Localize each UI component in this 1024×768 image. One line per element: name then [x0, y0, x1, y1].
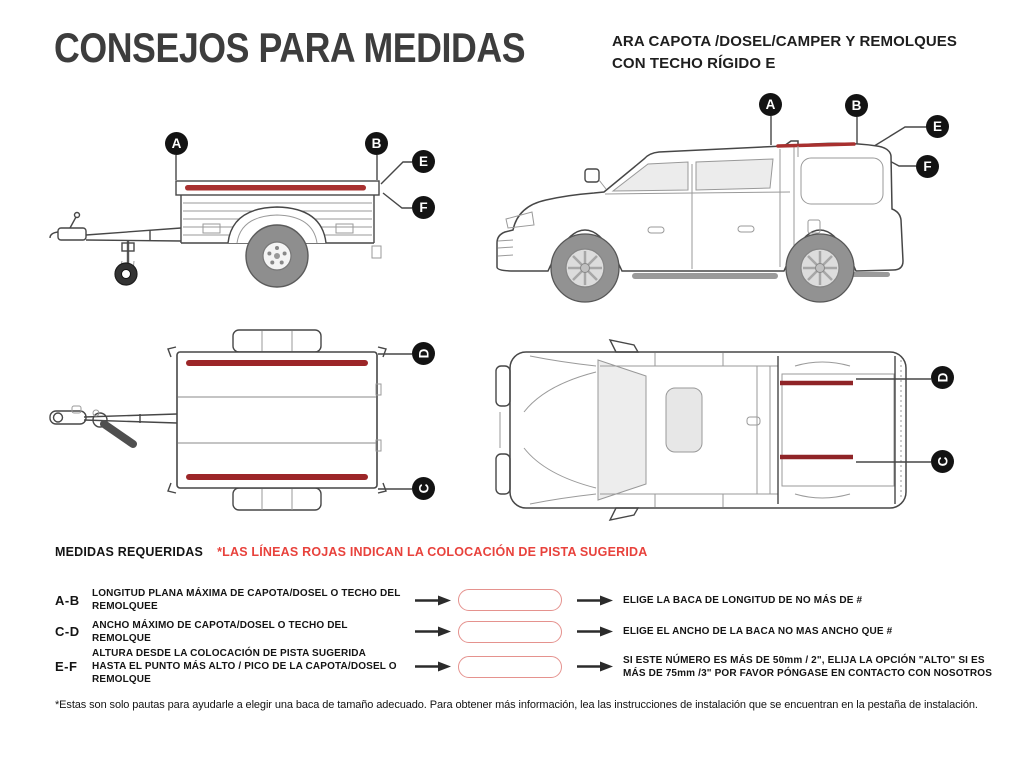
- row-description: ALTURA DESDE LA COLOCACIÓN DE PISTA SUGERIDA HASTA EL PUNTO MÁS ALTO / PICO DE LA CAPOTA/DOSEL O REMOLQUE: [92, 648, 397, 685]
- measurement-value-box: [458, 589, 562, 611]
- red-lines-note: *LAS LÍNEAS ROJAS INDICAN LA COLOCACIÓN DE PISTA SUGERIDA: [217, 545, 648, 559]
- truck-side-view-drawing: [497, 116, 926, 302]
- row-description: LONGITUD PLANA MÁXIMA DE CAPOTA/DOSEL O TECHO DEL REMOLQUEE: [92, 588, 401, 612]
- row-result: SI ESTE NÚMERO ES MÁS DE 50mm / 2", ELIJA LA OPCIÓN "ALTO" SI ES MÁS DE 75mm /3" POR FAVOR PÓNGASE EN CONTACTO CON NOSOTROS: [623, 654, 993, 679]
- arrow-right-icon: [414, 626, 452, 637]
- row-result: ELIGE LA BACA DE LONGITUD DE NO MÁS DE #: [623, 594, 863, 606]
- marker-letter: B: [371, 136, 382, 151]
- row-label: A-B: [55, 592, 80, 608]
- marker-letter: C: [935, 456, 950, 467]
- row-label: E-F: [55, 659, 78, 674]
- marker-d-trailer-top: [412, 342, 435, 365]
- measurement-row-ef: [55, 647, 1005, 686]
- marker-b-trailer-side: [365, 132, 388, 155]
- marker-letter: D: [416, 348, 431, 359]
- row-result: ELIGE EL ANCHO DE LA BACA NO MAS ANCHO QUE #: [623, 626, 893, 637]
- row-description: ANCHO MÁXIMO DE CAPOTA/DOSEL O TECHO DEL REMOLQUE: [92, 619, 348, 644]
- marker-letter: B: [851, 98, 862, 113]
- subtitle-line-1: ARA CAPOTA /DOSEL/CAMPER Y REMOLQUES: [612, 33, 958, 50]
- marker-a-trailer-side: [165, 132, 188, 155]
- measurement-row-cd: [55, 616, 1005, 647]
- page-title-text: CONSEJOS PARA MEDIDAS: [54, 24, 526, 71]
- marker-e-truck-side: [926, 115, 949, 138]
- arrow-right-icon: [414, 661, 452, 672]
- measurement-row-ab: [55, 584, 1005, 616]
- marker-letter: F: [419, 200, 428, 215]
- marker-f-trailer-side: [412, 196, 435, 219]
- measurements-heading: MEDIDAS REQUERIDAS: [55, 545, 204, 559]
- arrow-right-icon: [576, 626, 614, 637]
- marker-c-trailer-top: [412, 477, 435, 500]
- marker-f-truck-side: [916, 155, 939, 178]
- measurement-value-box: [458, 656, 562, 678]
- trailer-side-view-drawing: [50, 155, 412, 287]
- marker-letter: C: [416, 483, 431, 494]
- trailer-top-view-drawing: [50, 330, 412, 510]
- measurements-table: [55, 584, 1005, 686]
- marker-letter: E: [932, 119, 942, 134]
- marker-letter: A: [171, 136, 182, 151]
- marker-letter: E: [418, 154, 428, 169]
- marker-d-truck-top: [931, 366, 954, 389]
- measurements-header: [55, 545, 647, 559]
- marker-e-trailer-side: [412, 150, 435, 173]
- measurement-value-box: [458, 621, 562, 643]
- arrow-right-icon: [576, 661, 614, 672]
- marker-a-truck-side: [759, 93, 782, 116]
- marker-letter: D: [935, 372, 950, 383]
- subtitle-line-2: CON TECHO RÍGIDO E: [612, 54, 776, 72]
- marker-b-truck-side: [845, 94, 868, 117]
- truck-top-view-drawing: [496, 340, 931, 520]
- marker-letter: A: [765, 97, 776, 112]
- marker-letter: F: [923, 159, 932, 174]
- arrow-right-icon: [576, 595, 614, 606]
- marker-c-truck-top: [931, 450, 954, 473]
- arrow-right-icon: [414, 595, 452, 606]
- footer-note: *Estas son solo pautas para ayudarle a elegir una baca de tamaño adecuado. Para obtener más información, lea las instrucciones de instalación que se encuentran en la pestaña de instalación.: [55, 699, 978, 711]
- row-label: C-D: [55, 624, 80, 639]
